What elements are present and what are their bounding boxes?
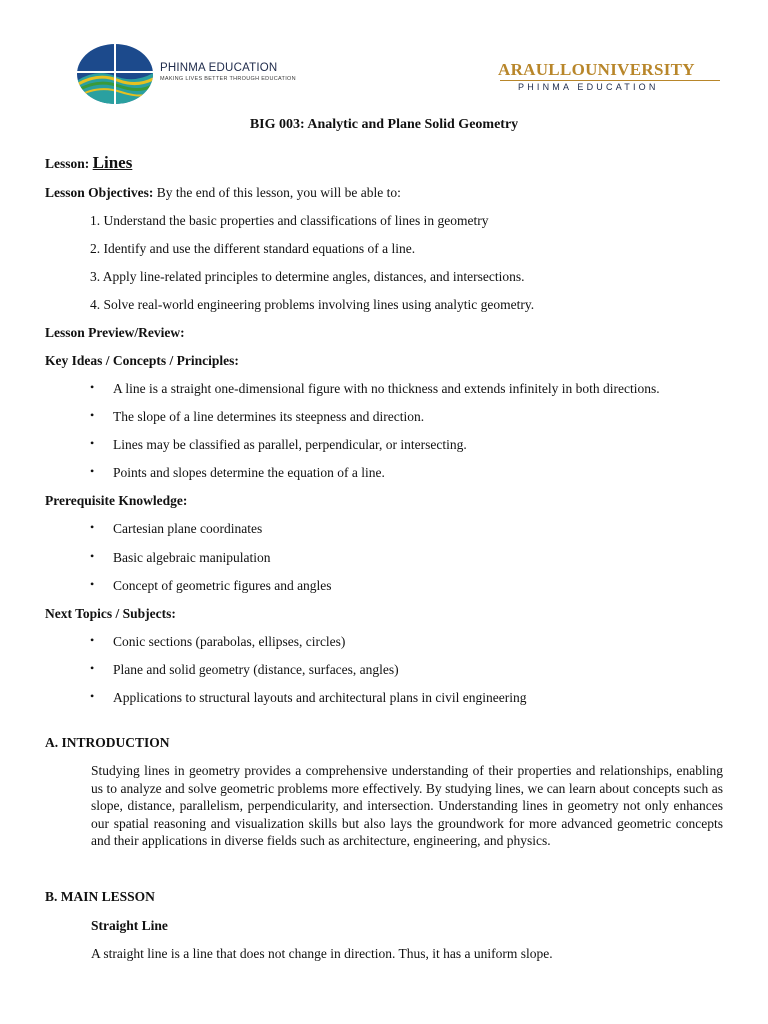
bullet-icon: • [90,577,95,591]
bullet-icon: • [90,464,95,478]
objectives-line [45,184,401,202]
lesson-line [45,154,132,173]
key-idea-item: A line is a straight one-dimensional figure with no thickness and extends infinitely in both directions. [113,381,660,396]
logo-divider [500,80,720,81]
objective-item: 4. Solve real-world engineering problems involving lines using analytic geometry. [90,297,535,312]
phinma-name: PHINMA EDUCATION [160,62,278,74]
araullo-subtitle: PHINMA EDUCATION [518,82,659,92]
prerequisites-heading: Prerequisite Knowledge: [45,493,188,508]
prerequisite-item: Concept of geometric figures and angles [113,578,332,593]
objectives-label: Lesson Objectives: [45,185,154,200]
bullet-icon: • [90,436,95,450]
objectives-intro: By the end of this lesson, you will be able to: [156,185,401,200]
bullet-icon: • [90,633,95,647]
lesson-label: Lesson: [45,156,90,171]
next-topic-item: Applications to structural layouts and architectural plans in civil engineering [113,690,527,705]
key-idea-item: The slope of a line determines its steepness and direction. [113,409,425,424]
objective-item: 1. Understand the basic properties and classifications of lines in geometry [90,213,489,228]
bullet-icon: • [90,380,95,394]
key-idea-item: Points and slopes determine the equation of a line. [113,465,385,480]
key-ideas-heading: Key Ideas / Concepts / Principles: [45,353,239,368]
next-topic-item: Plane and solid geometry (distance, surfaces, angles) [113,662,399,677]
objective-item: 3. Apply line-related principles to determine angles, distances, and intersections. [90,269,525,284]
prerequisite-item: Cartesian plane coordinates [113,521,263,536]
araullo-university-logo: ARAULLOUNIVERSITY [498,60,695,79]
main-lesson-heading: B. MAIN LESSON [45,889,155,904]
next-topic-item: Conic sections (parabolas, ellipses, circles) [113,634,346,649]
course-title: BIG 003: Analytic and Plane Solid Geometry [249,117,519,132]
introduction-heading: A. INTRODUCTION [45,735,170,750]
straight-line-definition: A straight line is a line that does not change in direction. Thus, it has a uniform slope. [91,946,553,961]
preview-heading: Lesson Preview/Review: [45,325,185,340]
straight-line-subheading: Straight Line [91,918,168,933]
lesson-name: Lines [92,153,133,172]
bullet-icon: • [90,408,95,422]
key-idea-item: Lines may be classified as parallel, perpendicular, or intersecting. [113,437,467,452]
next-topics-heading: Next Topics / Subjects: [45,606,176,621]
objective-item: 2. Identify and use the different standard equations of a line. [90,241,416,256]
introduction-paragraph: Studying lines in geometry provides a comprehensive understanding of their properties and relationships, enabling us to analyze and solve geometric problems more effectively. By studying lines, we can learn about concepts such as slope, distance, parallelism, perpendicularity, and intersection. Understanding lines in geometry not only enhances our spatial reasoning and visualization skills but also lays the groundwork for more advanced geometric concepts and their applications in diverse fields such as architecture, engineering, and physics. [91,763,723,849]
phinma-logo [75,42,155,106]
prerequisite-item: Basic algebraic manipulation [113,550,271,565]
bullet-icon: • [90,689,95,703]
bullet-icon: • [90,549,95,563]
bullet-icon: • [90,520,95,534]
phinma-tagline: MAKING LIVES BETTER THROUGH EDUCATION [160,76,296,82]
bullet-icon: • [90,661,95,675]
